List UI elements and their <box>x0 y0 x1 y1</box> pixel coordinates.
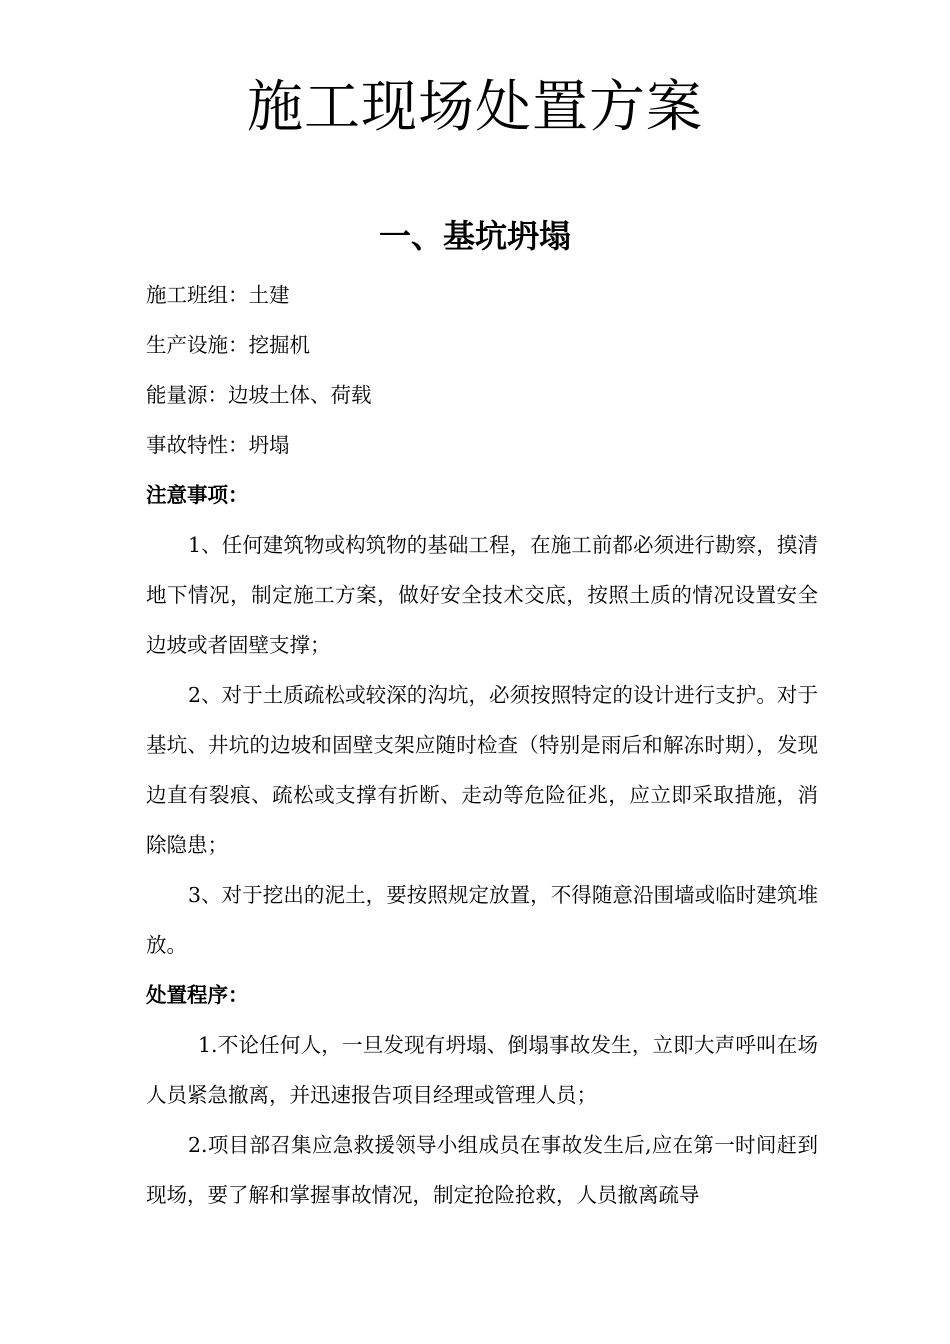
note-paragraph: 1、任何建筑物或构筑物的基础工程，在施工前都必须进行勘察，摸清地下情况，制定施工方案，做好安全技术交底，按照土质的情况设置安全边坡或者固壁支撑； <box>146 533 818 657</box>
info-value: 边坡土体、荷载 <box>228 383 372 407</box>
info-line-accident-type <box>146 420 818 470</box>
main-title: 施工现场处置方案 <box>247 75 703 140</box>
info-line-team <box>146 270 818 320</box>
info-value: 坍塌 <box>248 433 290 457</box>
info-label: 事故特性： <box>146 433 249 457</box>
section-title: 一、基坑坍塌 <box>378 217 571 255</box>
note-paragraph: 2、对于土质疏松或较深的沟坑，必须按照特定的设计进行支护。对于基坑、井坑的边坡和固壁支架应随时检查（特别是雨后和解冻时期），发现边直有裂痕、疏松或支撑有折断、走动等危险征兆，应立即采取措施，消除隐患； <box>146 683 818 857</box>
document-body <box>146 270 818 1220</box>
info-label: 能量源： <box>146 383 228 407</box>
procedure-paragraph: 1.不论任何人，一旦发现有坍塌、倒塌事故发生，立即大声呼叫在场人员紧急撤离，并迅速报告项目经理或管理人员； <box>146 1033 818 1107</box>
info-value: 土建 <box>248 283 290 307</box>
info-label: 施工班组： <box>146 283 249 307</box>
info-label: 生产设施： <box>146 333 249 357</box>
info-value: 挖掘机 <box>248 333 310 357</box>
procedure-heading: 处置程序： <box>146 983 249 1007</box>
info-line-facility <box>146 320 818 370</box>
note-paragraph: 3、对于挖出的泥土，要按照规定放置，不得随意沿围墙或临时建筑堆放。 <box>146 883 818 957</box>
notes-heading: 注意事项： <box>146 483 249 507</box>
info-line-energy-source <box>146 370 818 420</box>
procedure-paragraph: 2.项目部召集应急救援领导小组成员在事故发生后,应在第一时间赶到现场，要了解和掌握事故情况，制定抢险抢救，人员撤离疏导 <box>146 1133 818 1207</box>
